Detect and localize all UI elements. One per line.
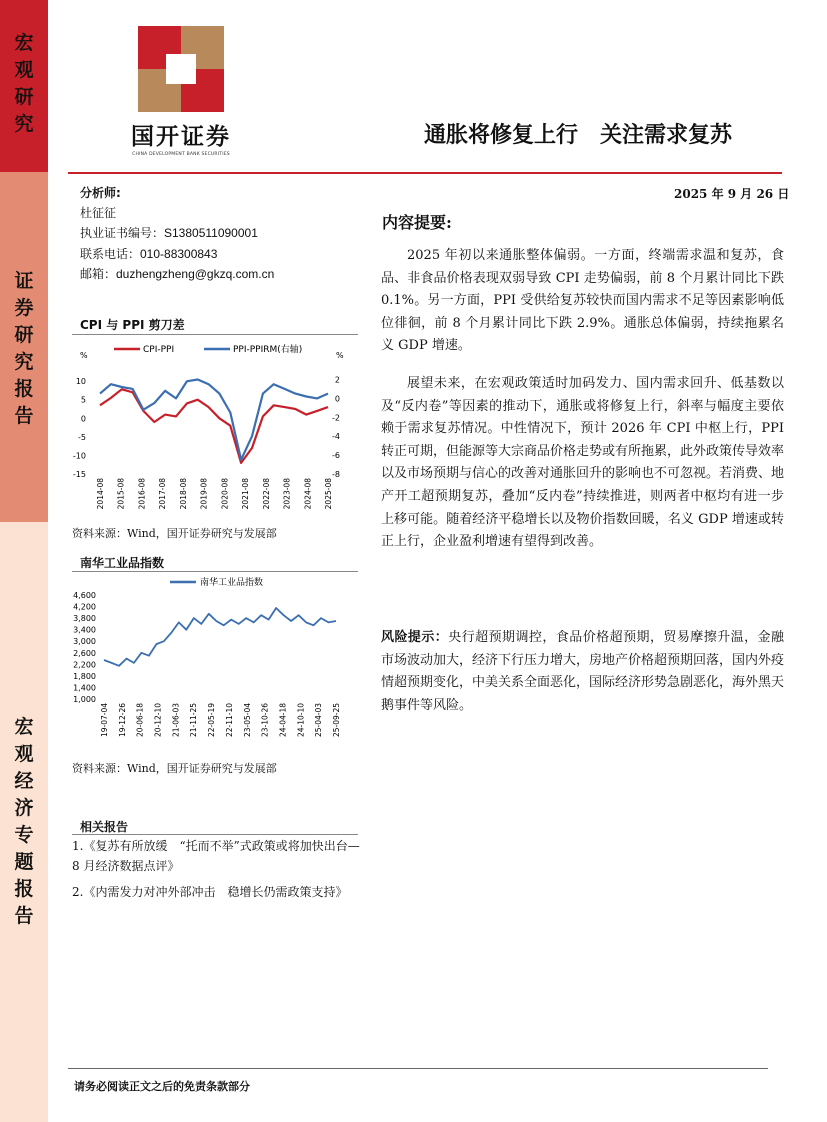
brand-subtitle: CHINA DEVELOPMENT BANK SECURITIES <box>132 152 230 157</box>
y-tick-label: 1,800 <box>73 671 96 681</box>
footer-disclaimer: 请务必阅读正文之后的免责条款部分 <box>74 1080 250 1093</box>
x-tick-label: 2021-08 <box>241 478 251 510</box>
summary-paragraph-2: 展望未来，在宏观政策适时加码发力、国内需求回升、低基数以及“反内卷”等因素的推动下，通胀或将修复上行，斜率与幅度主要依赖于需求复苏情况。中性情况下，预计 2026 年 CPI 中枢上行，PPI 转正可期，但能源等大宗商品价格走势或有所拖累，此外政策传导效率以及市场预期与信心的改善对通胀回升的影响也不可忽视。若消费、地产开工超预期复苏，叠加“反内卷”持续推进，则两者中枢均有进一步上移可能。随着经济平稳增长以及物价指数回暖，名义 GDP 增速或转正上行，企业盈利增速有望得到改善。 <box>381 376 785 550</box>
chart2-divider <box>72 571 358 572</box>
x-tick-label: 20-06-18 <box>135 703 145 738</box>
y-tick-label: 1,400 <box>73 683 96 693</box>
right-tick-label: -4 <box>332 432 340 442</box>
x-tick-label: 2016-08 <box>137 478 147 510</box>
sidebar-label-middle: 证 券 研 究 报 告 <box>14 270 34 427</box>
related-item-1[interactable]: 1.《复苏有所放缓 “托而不举”式政策或将加快出台—8 月经济数据点评》 <box>72 839 360 873</box>
chart1-svg <box>70 338 360 518</box>
left-tick-label: -5 <box>78 432 86 442</box>
x-tick-label: 21-11-25 <box>189 703 199 738</box>
report-date: 2025 年 9 月 26 日 <box>674 187 790 201</box>
sidebar-label-bottom: 宏 观 经 济 专 题 报 告 <box>14 716 34 927</box>
x-tick-label: 2024-08 <box>303 478 313 510</box>
y-tick-label: 2,200 <box>73 660 96 670</box>
x-tick-label: 2023-08 <box>282 478 292 510</box>
analyst-cert: 执业证书编号：S1380511090001 <box>80 226 258 240</box>
footer-divider <box>68 1068 768 1069</box>
x-tick-label: 19-12-26 <box>117 703 127 738</box>
page-title: 通胀将修复上行 关注需求复苏 <box>424 122 733 148</box>
y-tick-label: 1,000 <box>73 695 96 704</box>
related-divider <box>72 834 358 835</box>
summary-heading: 内容提要: <box>382 213 452 232</box>
left-tick-label: 10 <box>75 377 86 387</box>
related-heading: 相关报告 <box>80 820 129 834</box>
analyst-phone: 联系电话：010-88300843 <box>80 247 218 261</box>
left-tick-label: -15 <box>72 470 86 479</box>
related-item-2[interactable]: 2.《内需发力对冲外部冲击 稳增长仍需政策支持》 <box>72 885 348 899</box>
x-tick-label: 2017-08 <box>158 478 168 510</box>
left-tick-label: 0 <box>80 414 86 424</box>
y-tick-label: 3,800 <box>73 614 96 624</box>
series-line-ppi-ppirm <box>100 380 328 460</box>
y-tick-label: 3,400 <box>73 625 96 635</box>
analyst-name: 杜征征 <box>80 206 117 220</box>
summary-paragraph-1: 2025 年初以来通胀整体偏弱。一方面，终端需求温和复苏，食品、非食品价格表现双弱导致 CPI 走势偏弱，前 8 个月累计同比下跌 0.1%。另一方面，PPI 受供给复苏较快而国内需求不足等因素影响低位徘徊，前 8 个月累计同比下跌 2.9%。通胀总体偏弱，持续拖累名义 GDP 增速。 <box>381 248 784 354</box>
series-line-cpi-ppi <box>100 389 328 463</box>
x-tick-label: 22-11-10 <box>224 703 234 738</box>
left-axis-unit: % <box>80 351 88 360</box>
legend-label-cpi-ppi: CPI-PPI <box>143 345 175 355</box>
chart1-divider <box>72 334 358 335</box>
risk-label: 风险提示： <box>381 630 449 645</box>
x-tick-label: 23-10-26 <box>260 703 270 738</box>
sidebar-label-top: 宏 观 研 究 <box>14 32 34 135</box>
x-tick-label: 21-06-03 <box>171 703 181 738</box>
legend-label-nanhua: 南华工业品指数 <box>200 578 264 588</box>
header-divider <box>68 172 782 174</box>
risk-text: 央行超预期调控，食品价格超预期，贸易摩擦升温，金融市场波动加大，经济下行压力增大，房地产价格超预期回落，国内外疫情超预期变化，中美关系全面恶化，国际经济形势急剧恶化，海外黑天鹅事件等风险。 <box>381 630 785 713</box>
brand-logo <box>138 26 224 112</box>
chart1-title: CPI 与 PPI 剪刀差 <box>80 318 185 332</box>
analyst-label: 分析师: <box>80 186 121 200</box>
series-line-nanhua <box>104 608 336 666</box>
x-tick-label: 24-04-18 <box>278 703 288 738</box>
x-tick-label: 2018-08 <box>178 478 188 510</box>
y-tick-label: 4,600 <box>73 591 96 600</box>
y-tick-label: 2,600 <box>73 648 96 658</box>
x-tick-label: 2025-08 <box>324 478 333 510</box>
x-tick-label: 24-10-10 <box>296 703 306 738</box>
analyst-email: 邮箱：duzhengzheng@gkzq.com.cn <box>80 267 275 281</box>
x-tick-label: 25-09-25 <box>332 703 341 738</box>
chart2-title: 南华工业品指数 <box>80 556 165 570</box>
right-tick-label: -8 <box>332 470 340 479</box>
right-axis-unit: % <box>336 351 344 360</box>
left-tick-label: -10 <box>72 451 86 461</box>
x-tick-label: 25-04-03 <box>314 703 324 738</box>
y-tick-label: 4,200 <box>73 602 96 612</box>
right-tick-label: -6 <box>332 451 340 461</box>
x-tick-label: 22-05-19 <box>207 703 217 738</box>
x-tick-label: 2015-08 <box>116 478 126 510</box>
right-tick-label: -2 <box>332 413 340 423</box>
x-tick-label: 2020-08 <box>220 478 230 510</box>
brand-name: 国开证券 <box>131 123 231 150</box>
x-tick-label: 2022-08 <box>261 478 271 510</box>
risk-paragraph <box>381 627 784 717</box>
chart2-source: 资料来源：Wind，国开证券研究与发展部 <box>72 762 277 775</box>
legend-label-ppi-ppirm: PPI-PPIRM(右轴) <box>233 345 303 355</box>
chart1-source: 资料来源：Wind，国开证券研究与发展部 <box>72 527 277 540</box>
x-tick-label: 19-07-04 <box>100 703 109 738</box>
x-tick-label: 23-05-04 <box>242 703 252 738</box>
x-tick-label: 2019-08 <box>199 478 209 510</box>
chart2-svg <box>70 573 360 753</box>
left-tick-label: 5 <box>80 395 86 405</box>
x-tick-label: 2014-08 <box>96 478 105 510</box>
x-tick-label: 20-12-10 <box>153 703 163 738</box>
right-tick-label: 2 <box>334 375 340 385</box>
right-tick-label: 0 <box>334 394 340 404</box>
y-tick-label: 3,000 <box>73 637 96 647</box>
